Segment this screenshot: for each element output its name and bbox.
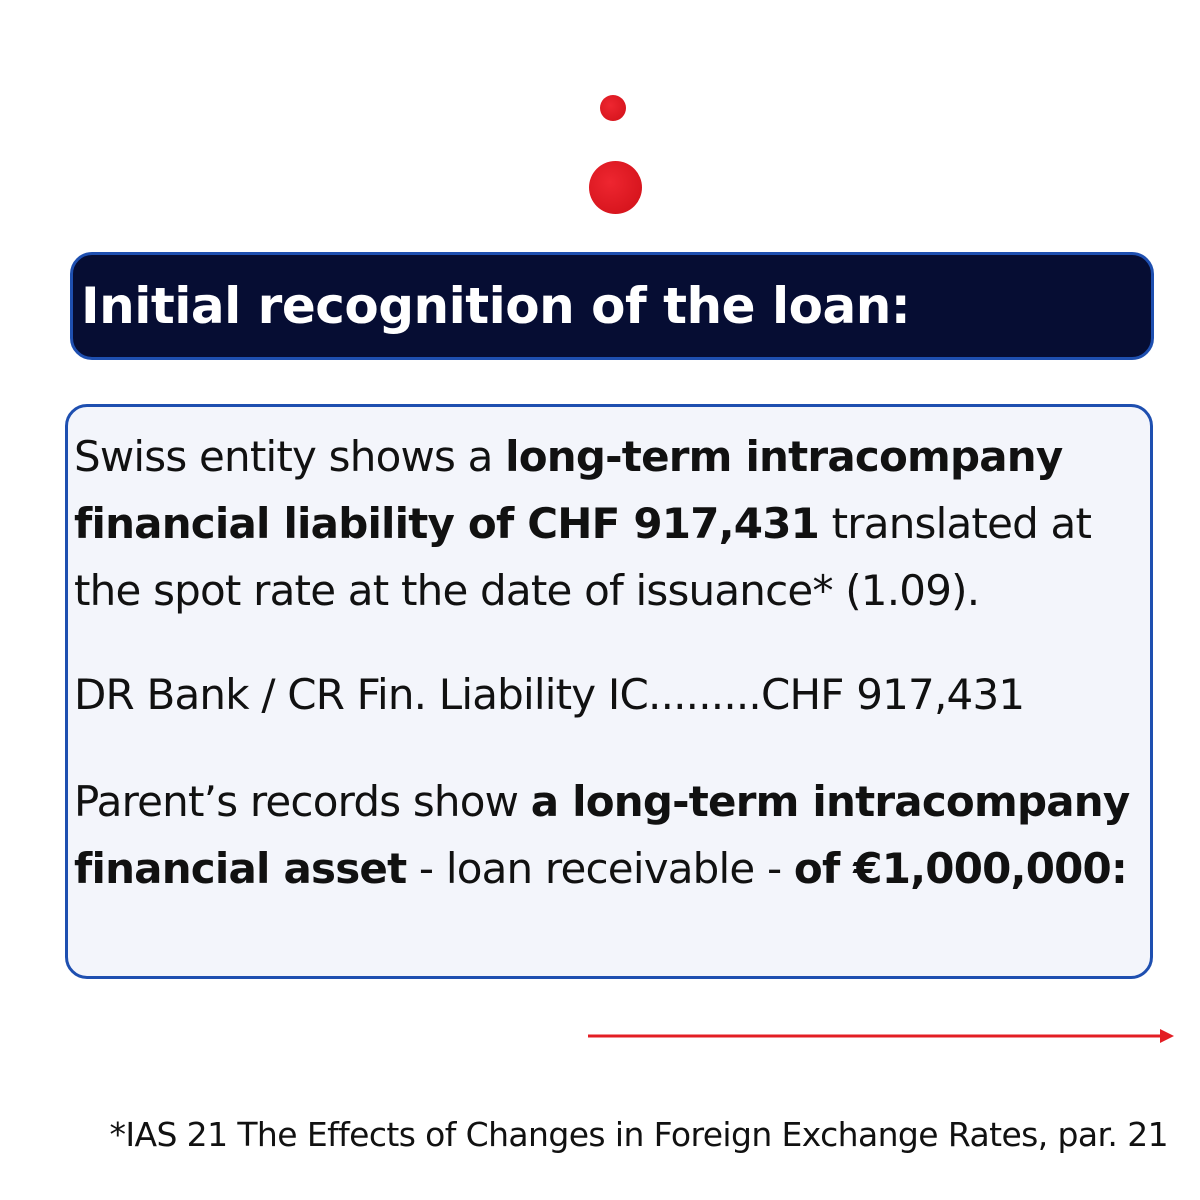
- decorative-dot-large: [589, 161, 642, 214]
- liability-text-end: translated at the spot rate at the date of issuance* (1.09).: [74, 499, 1092, 615]
- asset-text-middle: - loan receivable -: [406, 844, 794, 893]
- liability-highlight: long-term intracompany financial liability of CHF 917,431: [74, 432, 1063, 548]
- journal-entry: DR Bank / CR Fin. Liability IC.........CHF 917,431: [74, 670, 1025, 719]
- asset-text-start: Parent’s records show: [74, 777, 531, 826]
- asset-amount: of €1,000,000:: [793, 844, 1127, 893]
- footnote: *IAS 21 The Effects of Changes in Foreign Exchange Rates, par. 21: [109, 1115, 1168, 1154]
- title-banner: [70, 252, 1154, 360]
- asset-highlight: a long-term intracompany financial asset: [74, 777, 1130, 893]
- asset-paragraph: [74, 768, 1134, 902]
- decorative-dot-small: [600, 95, 626, 121]
- liability-paragraph: [74, 423, 1134, 624]
- page-title: Initial recognition of the loan:: [81, 277, 911, 335]
- content-card: [65, 404, 1153, 979]
- liability-text-start: Swiss entity shows a: [74, 432, 506, 481]
- arrow-right-icon[interactable]: [588, 1026, 1174, 1046]
